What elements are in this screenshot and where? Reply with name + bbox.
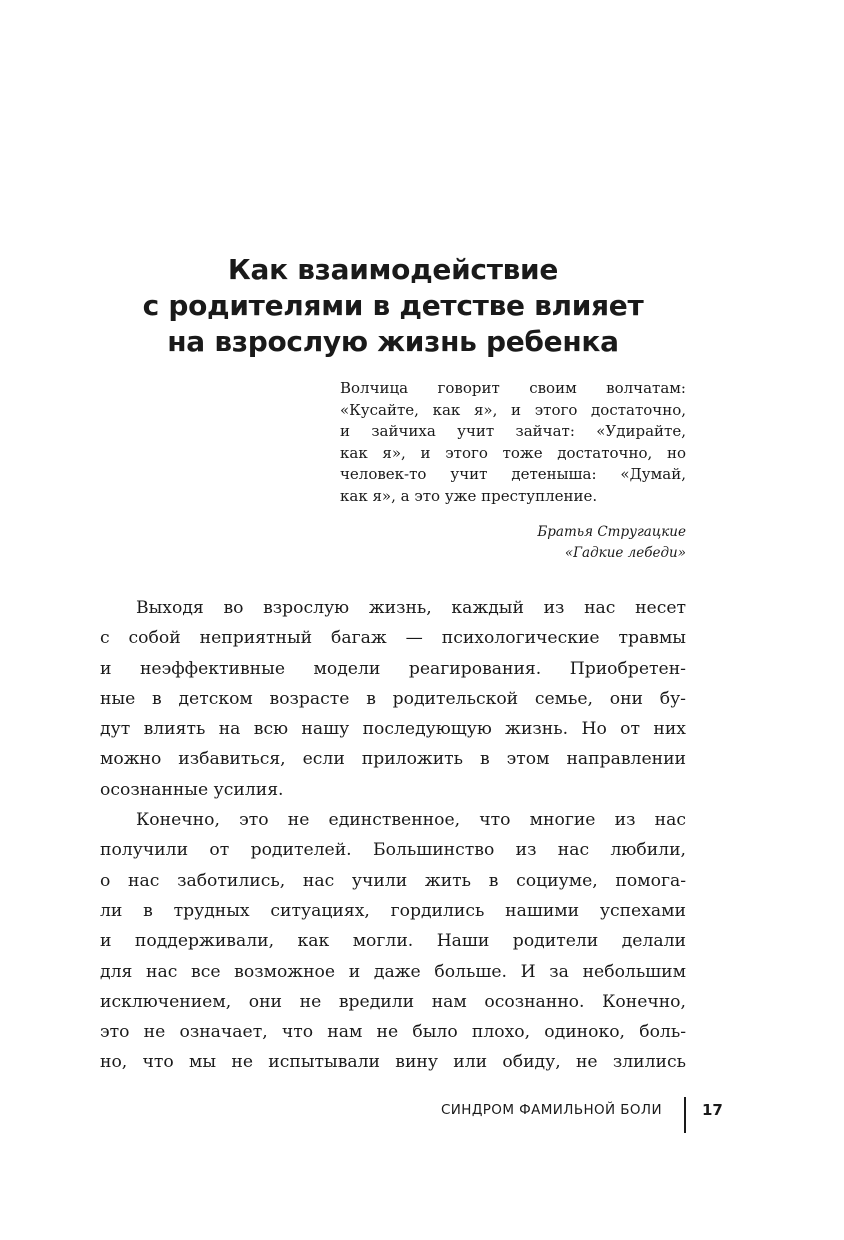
epigraph-attribution [400,522,686,564]
epigraph-line: Волчица говорит своим волчатам: [340,379,686,397]
body-line: Выходя во взрослую жизнь, каждый из нас несет [136,598,686,618]
body-line: это не означает, что нам не было плохо, одиноко, боль- [100,1022,686,1043]
epigraph-line: как я», а это уже преступление. [340,486,598,505]
chapter-title [100,252,686,360]
body-line: получили от родителей. Большинство из нас любили, [100,840,686,861]
body-line: но, что мы не испытывали вину или обиду, не злились [100,1052,686,1073]
body-line: исключением, они не вредили нам осознанно. Конечно, [100,991,686,1012]
page-number: 17 [702,1101,723,1119]
chapter-title-line: с родителями в детстве влияет [142,289,644,322]
epigraph-author: Братья Стругацкие [537,524,686,540]
body-line: и поддерживали, как могли. Наши родители делали [100,931,686,952]
body-line: осознанные усилия. [100,779,284,800]
chapter-title-line: на взрослую жизнь ребенка [167,325,619,358]
epigraph-source: «Гадкие лебеди» [564,545,686,561]
body-line: для нас все возможное и даже больше. И за небольшим [100,961,686,982]
epigraph-line: «Кусайте, как я», и этого достаточно, [340,400,686,419]
body-line: и неэффективные модели реагирования. Приобретен- [100,658,686,679]
epigraph-line: человек-то учит детеныша: «Думай, [340,465,686,483]
body-line: Конечно, это не единственное, что многие из нас [136,810,686,831]
body-line: можно избавиться, если приложить в этом направлении [100,749,686,770]
epigraph-line: и зайчиха учит зайчат: «Удирайте, [340,422,686,440]
footer-divider [684,1097,686,1133]
body-text [100,593,686,1078]
epigraph-line: как я», и этого тоже достаточно, но [340,443,686,462]
chapter-title-line: Как взаимодействие [227,253,559,286]
body-line: о нас заботились, нас учили жить в социуме, помога- [100,870,686,891]
body-line: с собой неприятный багаж — психологические травмы [100,628,686,649]
epigraph [340,378,686,507]
running-footer-title: СИНДРОМ ФАМИЛЬНОЙ БОЛИ [440,1102,662,1118]
body-line: дут влиять на всю нашу последующую жизнь. Но от них [100,719,686,740]
body-line: ные в детском возрасте в родительской семье, они бу- [100,688,686,709]
body-line: ли в трудных ситуациях, гордились нашими успехами [100,900,686,921]
